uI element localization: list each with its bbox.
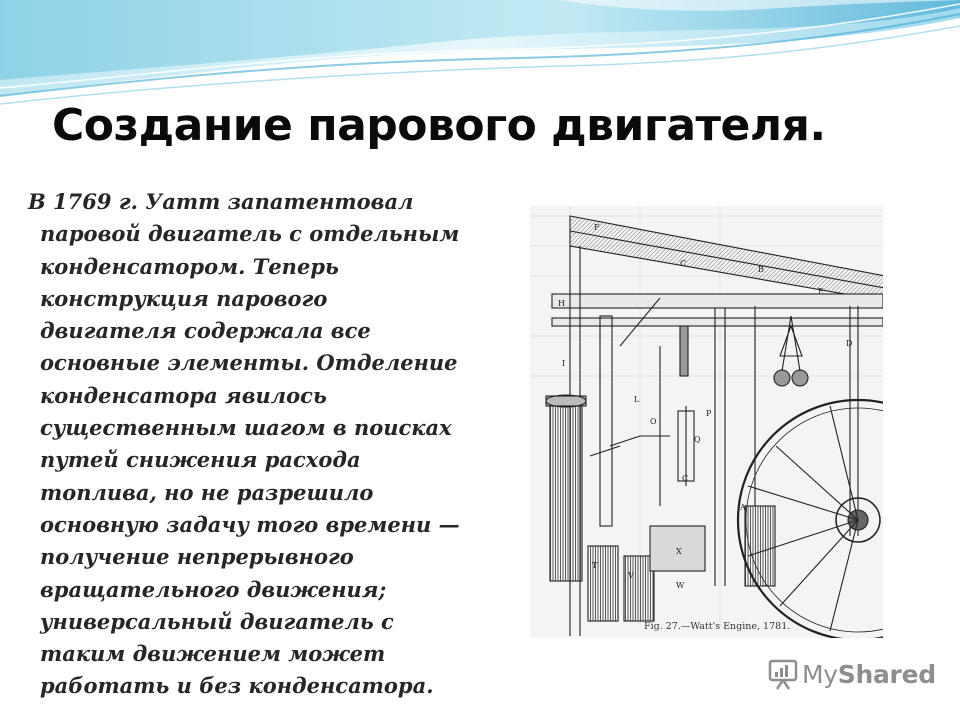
body-line: конденсатором. Теперь xyxy=(40,253,339,279)
watermark-text-my: My xyxy=(802,659,838,689)
figure-label: H xyxy=(558,299,565,308)
figure-label: F xyxy=(594,223,600,232)
figure-label: T xyxy=(592,561,598,570)
figure-label: I xyxy=(562,359,566,368)
body-line: паровой двигатель с отдельным xyxy=(40,221,460,247)
figure-label: W xyxy=(676,581,685,590)
body-line: основную задачу того времени — xyxy=(40,511,460,537)
body-line: таким движением может xyxy=(40,641,386,667)
slide-title: Создание парового двигателя. xyxy=(52,100,826,151)
figure-label: V xyxy=(628,571,634,580)
body-line: основные элементы. Отделение xyxy=(40,350,458,376)
figure-label: X xyxy=(676,547,682,556)
figure-caption: Fig. 27.—Watt's Engine, 1781. xyxy=(644,621,791,632)
slide-body-text xyxy=(28,186,510,703)
figure-label: C xyxy=(682,474,689,483)
watt-engine-engraving xyxy=(530,206,883,638)
body-line: конденсатора явилось xyxy=(40,382,327,408)
watermark-text xyxy=(802,660,936,689)
figure-label: D xyxy=(846,339,853,348)
figure-label: A xyxy=(740,503,746,512)
figure-label: Q xyxy=(694,435,701,444)
figure-label: O xyxy=(650,417,657,426)
figure-label: L xyxy=(634,395,640,404)
body-line: В 1769 г. Уатт запатентовал xyxy=(28,189,414,214)
watermark xyxy=(768,654,936,694)
presentation-board-icon xyxy=(768,658,798,690)
body-line: двигателя содержала все xyxy=(40,318,371,344)
body-line: универсальный двигатель с xyxy=(40,608,394,634)
watermark-text-shared: Shared xyxy=(837,659,936,689)
body-line: работать и без конденсатора. xyxy=(40,673,434,699)
figure-label: B xyxy=(758,265,764,274)
figure-label: E xyxy=(818,287,824,296)
figure-label: P xyxy=(706,409,712,418)
body-line: вращательного движения; xyxy=(40,576,387,602)
figure-label: C xyxy=(680,259,687,268)
body-line: получение непрерывного xyxy=(40,544,354,570)
body-line: топлива, но не разрешило xyxy=(40,479,374,505)
body-line: существенным шагом в поисках xyxy=(40,415,452,441)
body-line: путей снижения расхода xyxy=(40,447,361,473)
body-line: конструкция парового xyxy=(40,285,328,311)
